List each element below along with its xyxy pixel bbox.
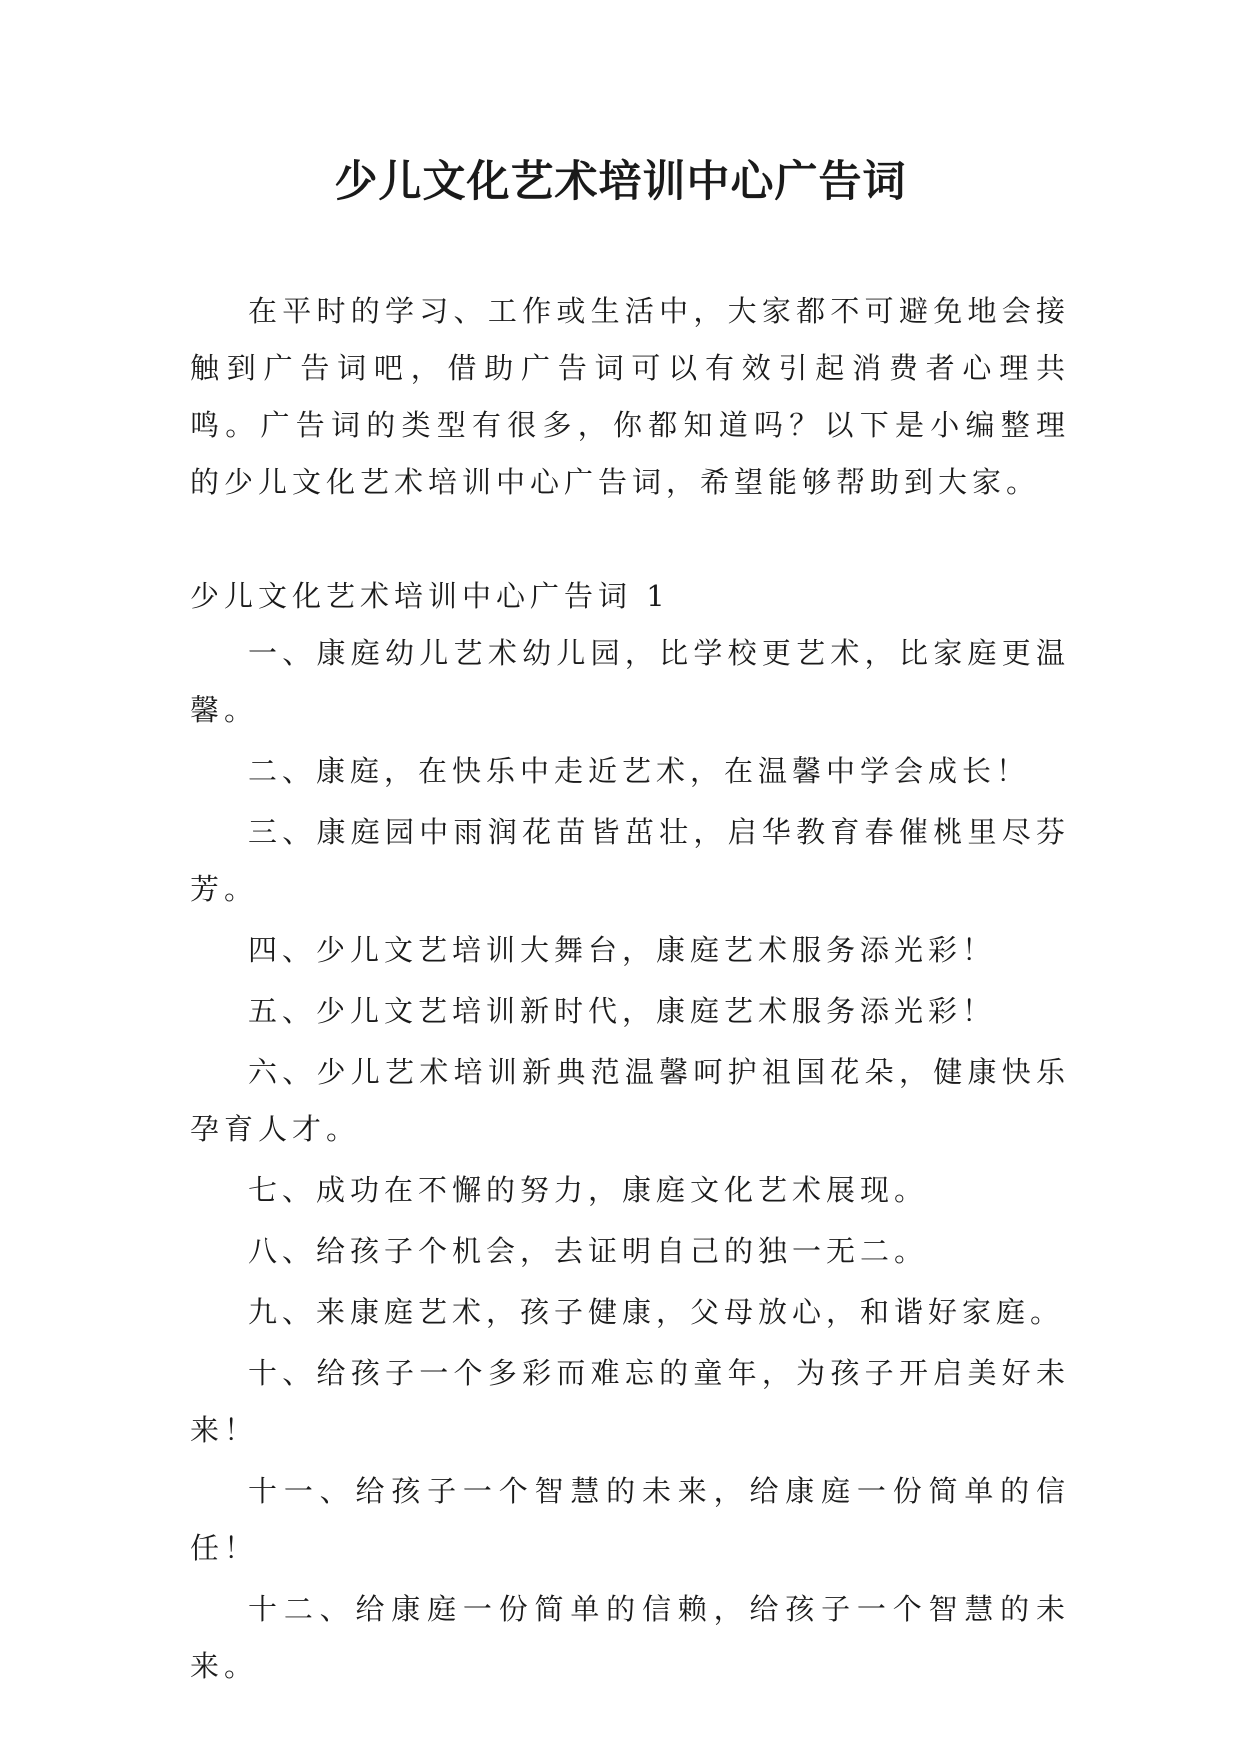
- slogan-item-4: 四、少儿文艺培训大舞台，康庭艺术服务添光彩！: [248, 933, 997, 967]
- slogan-item-7: 七、成功在不懈的努力，康庭文化艺术展现。: [248, 1173, 929, 1207]
- slogan-item-12: 十二、给康庭一份简单的信赖，给孩子一个智慧的未来。: [190, 1592, 1070, 1683]
- slogan-item-10: 十、给孩子一个多彩而难忘的童年，为孩子开启美好未来！: [190, 1356, 1070, 1447]
- page-title: 少儿文化艺术培训中心广告词: [334, 157, 907, 207]
- slogan-item-6: 六、少儿艺术培训新典范温馨呵护祖国花朵，健康快乐孕育人才。: [190, 1055, 1070, 1146]
- slogan-item-8: 八、给孩子个机会，去证明自己的独一无二。: [248, 1234, 929, 1268]
- section-heading: 少儿文化艺术培训中心广告词 1: [190, 579, 670, 613]
- slogan-item-9: 九、来康庭艺术，孩子健康，父母放心，和谐好家庭。: [248, 1295, 1065, 1329]
- slogan-item-11: 十一、给孩子一个智慧的未来，给康庭一份简单的信任！: [190, 1474, 1070, 1565]
- slogan-item-3: 三、康庭园中雨润花苗皆茁壮，启华教育春催桃里尽芬芳。: [190, 815, 1070, 906]
- document-body: [190, 283, 1070, 1699]
- intro-paragraph: 在平时的学习、工作或生活中，大家都不可避免地会接触到广告词吧，借助广告词可以有效引起消费者心理共鸣。广告词的类型有很多，你都知道吗？以下是小编整理的少儿文化艺术培训中心广告词，希望能够帮助到大家。: [190, 294, 1070, 499]
- slogan-item-1: 一、康庭幼儿艺术幼儿园，比学校更艺术，比家庭更温馨。: [190, 636, 1070, 727]
- slogan-item-5: 五、少儿文艺培训新时代，康庭艺术服务添光彩！: [248, 994, 997, 1028]
- slogan-item-2: 二、康庭，在快乐中走近艺术，在温馨中学会成长！: [248, 754, 1031, 788]
